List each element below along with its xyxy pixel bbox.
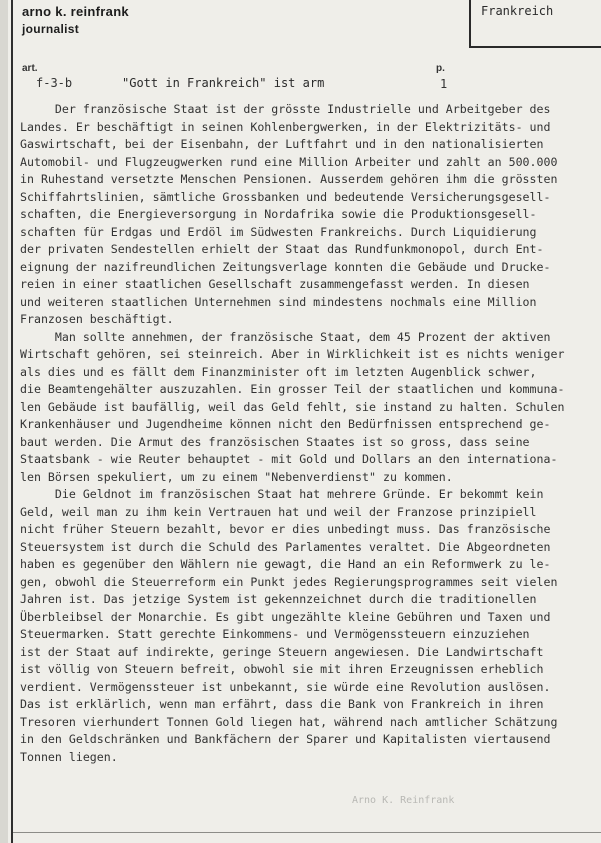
signature: Arno K. Reinfrank: [352, 795, 455, 806]
body-line: Staatsbank - wie Reuter behauptet - mit Gold und Dollars an den internationa-: [20, 452, 558, 466]
body-line: Steuermarken. Statt gerechte Einkommens- und Vermögenssteuern einzuziehen: [20, 627, 530, 641]
body-line: Schiffahrtslinien, sämtliche Grossbanken und bedeutende Versicherungsgesell-: [20, 189, 551, 204]
body-line: Überbleibsel der Monarchie. Es gibt ungezählte kleine Gebühren und Taxen und: [20, 609, 551, 624]
body-line: Geld, weil man zu ihm kein Vertrauen hat und weil der Franzose prinzipiell: [20, 504, 537, 519]
margin-rule: [11, 0, 13, 843]
body-line: verdient. Vermögenssteuer ist unbekannt, sie würde eine Revolution auslösen.: [20, 679, 551, 694]
body-line: Jahren ist. Das jetzige System ist gekennzeichnet durch die traditionellen: [20, 592, 537, 606]
body-line: schaften für Erdgas und Erdöl im Südwesten Frankreichs. Durch Liquidierung: [20, 224, 537, 239]
body-line: Automobil- und Flugzeugwerken rund eine Million Arbeiter und zahlt an 500.000: [20, 154, 558, 169]
body-line: Das ist erklärlich, wenn man erfährt, dass die Bank von Frankreich in ihren: [20, 697, 544, 711]
body-line: haben es gegenüber den Wählern nie gewagt, die Hand an ein Reformwerk zu le-: [20, 557, 551, 571]
body-line: die Beamtengehälter auszuzahlen. Ein grosser Teil der staatlichen und kommuna-: [20, 382, 565, 396]
body-line: ist der Staat auf indirekte, geringe Steuern angewiesen. Die Landwirtschaft: [20, 644, 544, 659]
body-line: reien in einer staatlichen Gesellschaft zusammengefasst werden. In diesen: [20, 277, 530, 291]
body-line: eignung der nazifreundlichen Zeitungsverlage konnten die Gebäude und Drucke-: [20, 259, 551, 274]
body-line: Landes. Er beschäftigt in seinen Kohlenbergwerken, in der Elektrizitäts- und: [20, 119, 551, 134]
body-line: Wirtschaft gehören, sei steinreich. Aber in Wirklichkeit ist es nichts weniger: [20, 347, 565, 361]
body-line: Die Geldnot im französischen Staat hat mehrere Gründe. Er bekommt kein: [20, 487, 544, 501]
headline: "Gott in Frankreich" ist arm: [122, 76, 325, 90]
body-line: Der französische Staat ist der grösste Industrielle und Arbeitgeber des: [20, 102, 551, 116]
body-line: Tresoren vierhundert Tonnen Gold liegen hat, während nach amtlicher Schätzung: [20, 714, 558, 729]
body-line: und weiteren staatlichen Unternehmen sind mindestens nochmals eine Million: [20, 294, 537, 309]
body-line: nicht früher Steuern bezahlt, bevor er dies unbedingt muss. Das französische: [20, 522, 551, 536]
body-line: len Börsen spekuliert, um zu einem "Nebenverdienst" zu kommen.: [20, 469, 453, 484]
article-code: f-3-b: [36, 76, 73, 90]
body-line: ist völlig von Steuern befreit, obwohl sie mit ihren Erzeugnissen erheblich: [20, 662, 544, 676]
bottom-rule: [13, 832, 601, 833]
author-name: arno k. reinfrank: [22, 4, 129, 19]
body-line: der privaten Sendestellen erhielt der Staat das Rundfunkmonopol, durch Ent-: [20, 242, 544, 256]
body-line: Steuersystem ist durch die Schuld des Parlamentes veraltet. Die Abgeordneten: [20, 539, 551, 554]
body-line: len Gebäude ist baufällig, weil das Geld fehlt, sie instand zu halten. Schulen: [20, 399, 565, 414]
body-line: Gaswirtschaft, bei der Eisenbahn, der Luftfahrt und in den nationalisierten: [20, 137, 544, 151]
body-line: Tonnen liegen.: [20, 749, 118, 764]
page-edge: [0, 0, 8, 843]
body-line: Krankenhäuser und Jugendheime können nicht den Bedürfnissen entsprechend ge-: [20, 417, 551, 431]
author-role: journalist: [22, 22, 80, 36]
article-body: [20, 101, 590, 766]
article-label: art.: [22, 63, 38, 74]
country-label: Frankreich: [481, 4, 554, 18]
page-label: p.: [436, 63, 445, 74]
letterhead: [22, 4, 129, 36]
body-line: schaften, die Energieversorgung in Nordafrika sowie die Produktionsgesell-: [20, 207, 537, 221]
country-box: [469, 0, 601, 48]
body-line: als dies und es fällt dem Finanzminister oft im letzten Augenblick schwer,: [20, 364, 537, 379]
body-line: baut werden. Die Armut des französischen Staates ist so gross, dass seine: [20, 434, 530, 449]
page-number: 1: [440, 77, 448, 91]
body-line: Franzosen beschäftigt.: [20, 312, 174, 326]
body-line: in den Geldschränken und Bankfächern der Sparer und Kapitalisten viertausend: [20, 732, 551, 746]
body-line: in Ruhestand versetzte Menschen Pensionen. Ausserdem gehören ihm die grössten: [20, 172, 558, 186]
body-line: Man sollte annehmen, der französische Staat, dem 45 Prozent der aktiven: [20, 329, 551, 344]
body-line: gen, obwohl die Steuerreform ein Punkt jedes Regierungsprogrammes seit vielen: [20, 574, 558, 589]
